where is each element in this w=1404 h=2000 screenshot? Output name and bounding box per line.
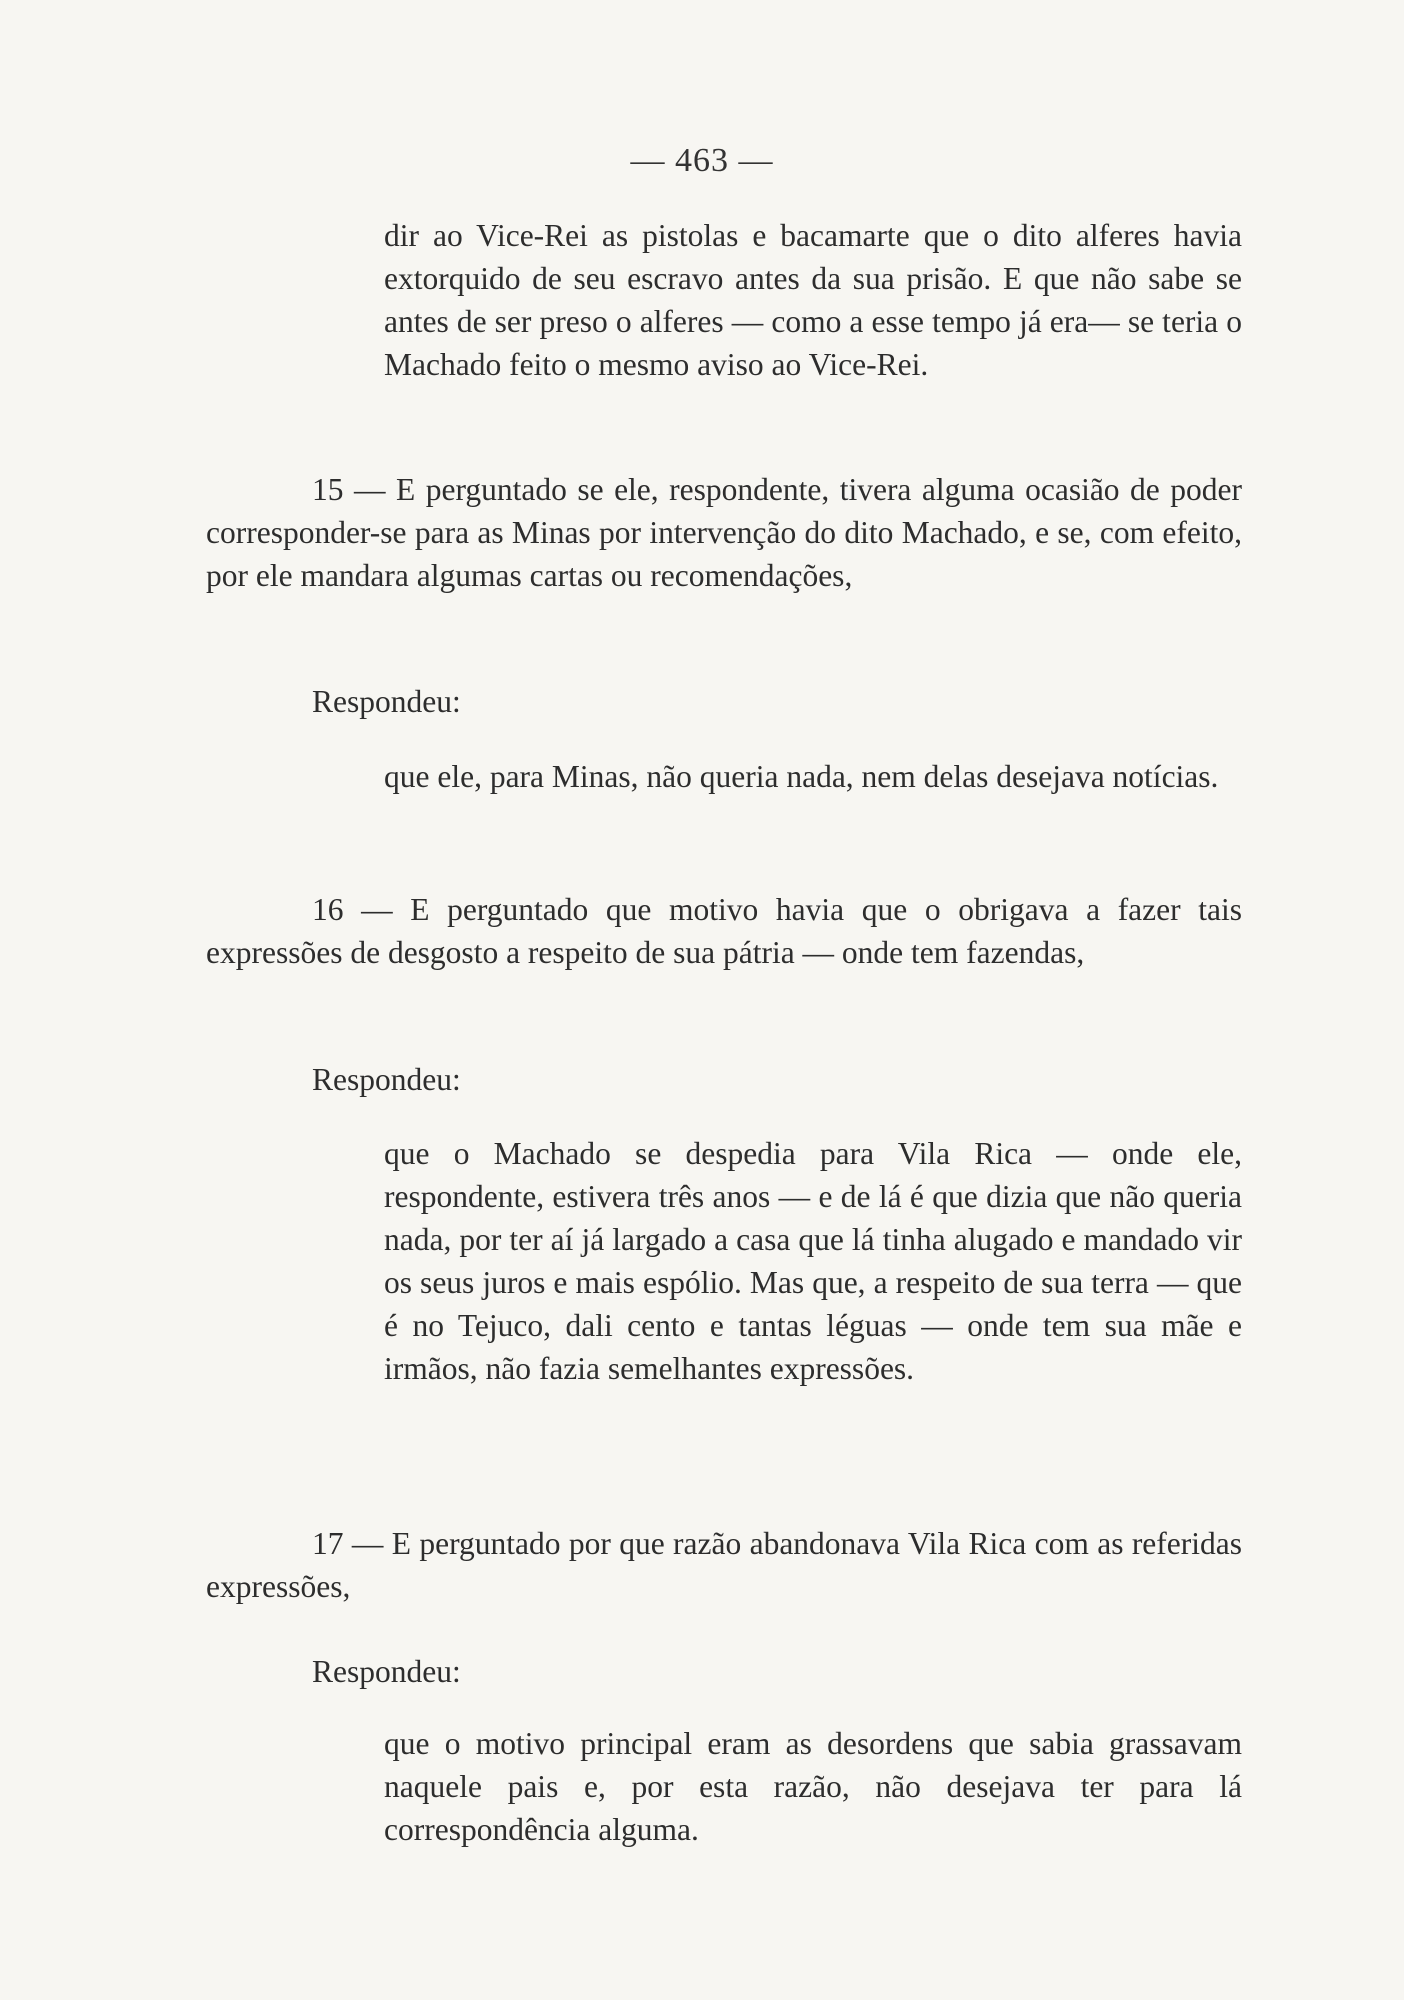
question-17: 17 — E perguntado por que razão abandonava Vila Rica com as referidas expressões,: [206, 1526, 1242, 1604]
question-15: 15 — E perguntado se ele, respondente, tivera alguma ocasião de poder corresponder-se para as Minas por intervenção do dito Machado, e se, com efeito, por ele mandara algumas cartas ou recomendações,: [206, 472, 1242, 593]
answer-label-16: Respondeu:: [312, 1062, 461, 1097]
page-number: — 463 —: [630, 142, 774, 179]
answer-label-15: Respondeu:: [312, 684, 461, 719]
paragraph-intro: dir ao Vice-Rei as pistolas e bacamarte que o dito alferes havia extorquido de seu escravo antes da sua prisão. E que não sabe se antes de ser preso o alferes — como a esse tempo já era— se teria o Machado feito o mesmo aviso ao Vice-Rei.: [384, 218, 1242, 382]
answer-label-17: Respondeu:: [312, 1654, 461, 1689]
answer-15: que ele, para Minas, não queria nada, nem delas desejava notícias.: [384, 759, 1219, 794]
answer-17: que o motivo principal eram as desordens que sabia grassavam naquele pais e, por esta razão, não desejava ter para lá correspondência alguma.: [384, 1726, 1242, 1847]
answer-16: que o Machado se despedia para Vila Rica — onde ele, respondente, estivera três anos — e de lá é que dizia que não queria nada, por ter aí já largado a casa que lá tinha alugado e mandado vir os seus juros e mais espólio. Mas que, a respeito de sua terra — que é no Tejuco, dali cento e tantas léguas — onde tem sua mãe e irmãos, não fazia semelhantes expressões.: [384, 1136, 1242, 1386]
question-16: 16 — E perguntado que motivo havia que o obrigava a fazer tais expressões de desgosto a respeito de sua pátria — onde tem fazendas,: [206, 892, 1242, 970]
